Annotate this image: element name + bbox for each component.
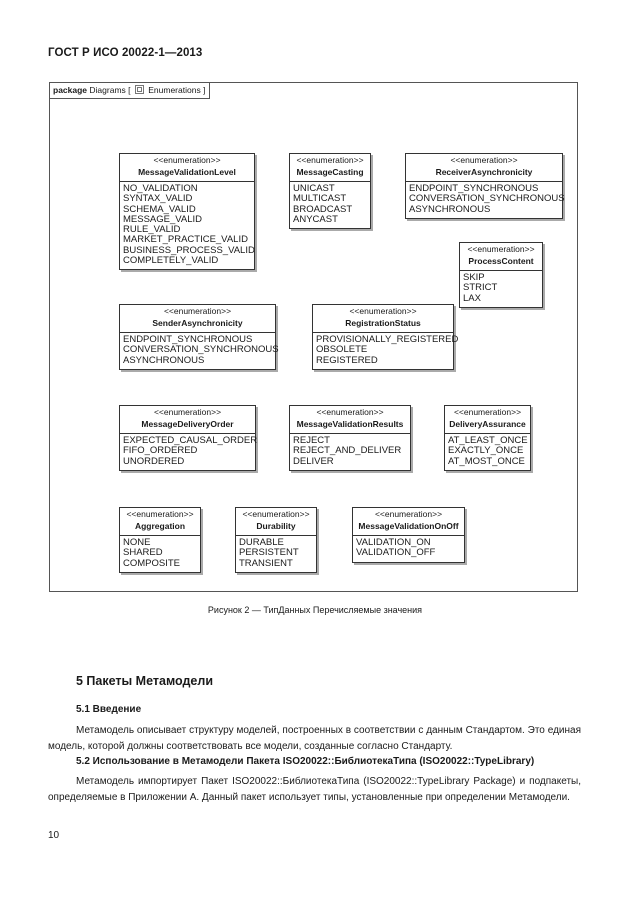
enumeration-literals xyxy=(445,434,530,470)
enumeration-literal: UNICAST xyxy=(293,183,335,194)
enumeration-stereotype: <<enumeration>> xyxy=(296,155,364,165)
enumeration-literal: CONVERSATION_SYNCHRONOUS xyxy=(409,193,565,205)
enumeration-literal: MESSAGE_VALID xyxy=(123,213,203,225)
enumeration-box xyxy=(119,507,201,573)
enumeration-name: ProcessContent xyxy=(468,256,534,266)
enumeration-literals xyxy=(313,333,459,369)
enumeration-literal: NO_VALIDATION xyxy=(123,183,198,194)
enumeration-literal: REJECT_AND_DELIVER xyxy=(293,445,402,457)
enumeration-name: RegistrationStatus xyxy=(345,318,421,328)
frame-path-start: Diagrams [ xyxy=(89,85,131,95)
enumeration-literal: NONE xyxy=(123,537,151,548)
enumeration-name: MessageValidationOnOff xyxy=(358,521,459,531)
enumeration-literal: REGISTERED xyxy=(316,354,378,366)
enumeration-literals xyxy=(120,182,254,269)
enumeration-literal: RULE_VALID xyxy=(123,224,181,236)
enumeration-literal: OBSOLETE xyxy=(316,344,368,356)
enumeration-box xyxy=(405,153,563,219)
enumeration-literal: VALIDATION_OFF xyxy=(356,547,436,559)
enumeration-literal: ASYNCHRONOUS xyxy=(123,354,205,366)
enumeration-header xyxy=(313,305,453,333)
section-title: 5 Пакеты Метамодели xyxy=(76,674,214,688)
enumeration-literals xyxy=(353,536,464,562)
enumeration-header xyxy=(353,508,464,536)
enumeration-box xyxy=(235,507,317,573)
enumeration-stereotype: <<enumeration>> xyxy=(349,306,417,316)
enumeration-name: MessageValidationResults xyxy=(296,419,404,429)
enumeration-literal: REJECT xyxy=(293,435,330,446)
enumeration-literal: EXACTLY_ONCE xyxy=(448,445,524,457)
subsection-2-text xyxy=(48,774,581,806)
enumeration-stereotype: <<enumeration>> xyxy=(153,407,222,417)
enumeration-box xyxy=(289,405,411,471)
enumeration-literal: ASYNCHRONOUS xyxy=(409,203,491,215)
enumeration-stereotype: <<enumeration>> xyxy=(242,509,310,519)
enumeration-literal: AT_LEAST_ONCE xyxy=(448,435,528,446)
enumeration-literal: MARKET_PRACTICE_VALID xyxy=(123,234,248,246)
enumeration-literals xyxy=(290,434,410,470)
enumeration-header xyxy=(236,508,316,536)
enumeration-literal: AT_MOST_ONCE xyxy=(448,455,525,467)
enumeration-literal: COMPLETELY_VALID xyxy=(123,255,219,267)
enumeration-literals xyxy=(120,333,279,369)
enumeration-stereotype: <<enumeration>> xyxy=(316,407,384,417)
enumeration-literal: BUSINESS_PROCESS_VALID xyxy=(123,244,255,256)
subsection-1-text xyxy=(48,723,581,755)
enumeration-header xyxy=(406,154,562,182)
enumeration-literal: COMPOSITE xyxy=(123,557,181,569)
enumeration-box xyxy=(289,153,371,229)
enumeration-stereotype: <<enumeration>> xyxy=(163,306,232,316)
enumeration-literal: SYNTAX_VALID xyxy=(123,193,193,205)
enumeration-literal: PERSISTENT xyxy=(239,547,299,559)
enumeration-literal: SHARED xyxy=(123,547,163,559)
enumeration-literal: ENDPOINT_SYNCHRONOUS xyxy=(123,334,253,345)
enumeration-name: Durability xyxy=(256,521,296,531)
enumeration-name: MessageCasting xyxy=(296,167,364,177)
page-number: 10 xyxy=(48,830,60,841)
enumeration-header xyxy=(460,243,542,271)
enumeration-stereotype: <<enumeration>> xyxy=(126,509,194,519)
enumeration-header xyxy=(120,406,255,434)
frame-tab xyxy=(50,83,210,99)
enumeration-literal: SCHEMA_VALID xyxy=(123,203,196,215)
enumeration-name: SenderAsynchronicity xyxy=(152,318,243,328)
enumeration-box xyxy=(119,153,255,270)
enumeration-name: MessageValidationLevel xyxy=(138,167,236,177)
enumeration-header xyxy=(290,154,370,182)
enumeration-box xyxy=(119,304,279,370)
enumeration-stereotype: <<enumeration>> xyxy=(467,244,535,254)
subsection-1-paragraph: Метамодель описывает структуру моделей, построенных в соответствии с данным Стандартом. Это единая модель, которой должны соответствовать все модели, созданные согласно Стандарту. xyxy=(48,725,581,752)
enumeration-stereotype: <<enumeration>> xyxy=(450,155,518,165)
enumeration-stereotype: <<enumeration>> xyxy=(374,509,443,519)
enumeration-header xyxy=(120,508,200,536)
enumeration-literal: STRICT xyxy=(463,282,498,294)
enumeration-literal: UNORDERED xyxy=(123,455,185,467)
enumeration-box xyxy=(352,507,465,563)
enumeration-literals xyxy=(290,182,370,228)
enumeration-name: ReceiverAsynchronicity xyxy=(435,167,533,177)
enumeration-literal: CONVERSATION_SYNCHRONOUS xyxy=(123,344,279,356)
enumeration-box xyxy=(119,405,256,471)
enumeration-header xyxy=(120,154,254,182)
enumeration-literals xyxy=(460,271,542,307)
enumeration-literal: DURABLE xyxy=(239,537,284,548)
enumeration-name: DeliveryAssurance xyxy=(449,419,526,429)
document-header: ГОСТ Р ИСО 20022-1—2013 xyxy=(48,47,203,59)
enumeration-literal: PROVISIONALLY_REGISTERED xyxy=(316,334,459,345)
subsection-2-title: 5.2 Использование в Метамодели Пакета ISO20022::БиблиотекаТипа (ISO20022::TypeLibrary) xyxy=(76,756,535,767)
enumeration-literal: ANYCAST xyxy=(293,213,338,225)
enumeration-box xyxy=(312,304,459,370)
diagram-icon xyxy=(135,85,144,94)
enumeration-literals xyxy=(120,536,200,572)
enumeration-stereotype: <<enumeration>> xyxy=(153,155,221,165)
frame-path-end: Enumerations ] xyxy=(148,85,206,95)
subsection-1-title: 5.1 Введение xyxy=(76,704,142,715)
enumeration-literal: SKIP xyxy=(463,272,485,283)
enumeration-name: MessageDeliveryOrder xyxy=(141,419,234,429)
enumeration-literal: VALIDATION_ON xyxy=(356,537,431,548)
enumeration-box xyxy=(444,405,531,471)
subsection-2-paragraph: Метамодель импортирует Пакет ISO20022::БиблиотекаТипа (ISO20022::TypeLibrary Package) и подпакеты, определяемые в Приложении А. Данный пакет использует типы, установленные при определении Метамодели. xyxy=(48,776,581,803)
enumeration-literals xyxy=(236,536,316,572)
enumeration-name: Aggregation xyxy=(134,521,186,531)
enumeration-literal: DELIVER xyxy=(293,455,334,467)
enumeration-literals xyxy=(406,182,565,218)
enumeration-literal: FIFO_ORDERED xyxy=(123,445,198,457)
enumeration-literal: BROADCAST xyxy=(293,203,353,215)
enumeration-box xyxy=(459,242,543,308)
enumeration-stereotype: <<enumeration>> xyxy=(453,407,522,417)
enumeration-literals xyxy=(120,434,258,470)
figure-caption: Рисунок 2 — ТипДанных Перечисляемые значения xyxy=(207,605,423,615)
frame-keyword: package xyxy=(53,85,88,95)
enumeration-literal: ENDPOINT_SYNCHRONOUS xyxy=(409,183,539,194)
enumeration-header xyxy=(445,406,530,434)
enumeration-literal: MULTICAST xyxy=(293,193,347,205)
enumeration-literal: TRANSIENT xyxy=(239,557,293,569)
enumeration-header xyxy=(290,406,410,434)
enumeration-literal: EXPECTED_CAUSAL_ORDER xyxy=(123,435,258,446)
enumeration-header xyxy=(120,305,275,333)
enumeration-literal: LAX xyxy=(463,292,481,304)
